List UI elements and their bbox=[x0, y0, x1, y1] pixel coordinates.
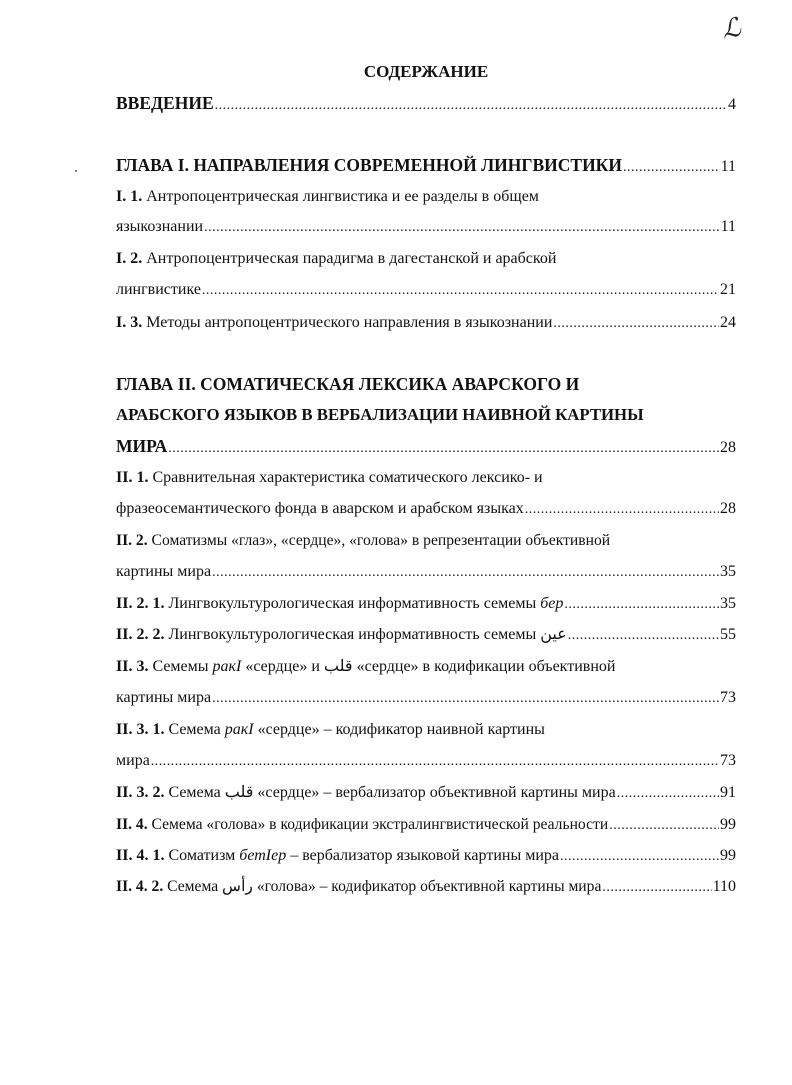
toc-page-number: 35 bbox=[720, 563, 736, 580]
toc-entry-1-1-line2[interactable] bbox=[116, 217, 736, 239]
toc-entry-chapter-1[interactable] bbox=[116, 155, 736, 177]
toc-page-number: 91 bbox=[720, 784, 736, 801]
toc-entry-label: картины мира bbox=[116, 689, 212, 706]
toc-title: СОДЕРЖАНИЕ bbox=[363, 62, 489, 81]
toc-entry-label: ГЛАВА II. СОМАТИЧЕСКАЯ ЛЕКСИКА АВАРСКОГО И bbox=[116, 374, 580, 394]
toc-page-number: 35 bbox=[720, 595, 736, 612]
toc-page-number: 73 bbox=[720, 752, 736, 769]
toc-entry-chapter-2-line3[interactable] bbox=[116, 436, 736, 458]
toc-page-number: 110 bbox=[712, 878, 736, 895]
toc-entry-2-3-line1[interactable] bbox=[116, 657, 736, 679]
toc-page-number: 28 bbox=[720, 500, 736, 517]
toc-entry-label: языкознании bbox=[116, 218, 204, 235]
toc-page-number: 99 bbox=[720, 816, 736, 833]
leader-dots bbox=[564, 595, 719, 615]
toc-entry-chapter-2-line2[interactable] bbox=[116, 405, 736, 427]
toc-entry-2-4-2[interactable] bbox=[116, 877, 736, 899]
toc-entry-label: II. 2. Соматизмы «глаз», «сердце», «голова» в репрезентации объективной bbox=[116, 532, 611, 549]
toc-entry-label: I. 1. Антропоцентрическая лингвистика и ее разделы в общем bbox=[116, 188, 539, 205]
leader-dots bbox=[525, 500, 719, 520]
toc-entry-label: лингвистике bbox=[116, 281, 201, 298]
leader-dots bbox=[212, 563, 719, 583]
toc-entry-1-2-line2[interactable] bbox=[116, 280, 736, 302]
toc-entry-1-1-line1[interactable] bbox=[116, 187, 736, 209]
toc-entry-2-3-2[interactable] bbox=[116, 783, 736, 805]
toc-entry-2-2-2[interactable] bbox=[116, 625, 736, 647]
toc-entry-2-4-1[interactable] bbox=[116, 846, 736, 868]
leader-dots bbox=[202, 281, 719, 301]
toc-entry-intro[interactable] bbox=[116, 93, 736, 115]
toc-entry-2-4[interactable] bbox=[116, 815, 736, 837]
toc-entry-label: II. 3. Семемы ракI «сердце» и قلب «сердце» в кодификации объективной bbox=[116, 658, 616, 675]
toc-entry-label: картины мира bbox=[116, 563, 212, 580]
leader-dots bbox=[623, 158, 720, 178]
toc-page-number: 4 bbox=[728, 96, 736, 113]
toc-entry-label: МИРА bbox=[116, 436, 168, 456]
toc-entry-label: фразеосемантического фонда в аварском и арабском языках bbox=[116, 500, 524, 517]
toc-entry-label: I. 3. Методы антропоцентрического направления в языкознании bbox=[116, 314, 553, 331]
leader-dots bbox=[204, 218, 720, 238]
toc-entry-2-2-line2[interactable] bbox=[116, 562, 736, 584]
toc-entry-2-2-1[interactable] bbox=[116, 594, 736, 616]
toc-entry-label: II. 2. 2. Лингвокультурологическая информативность семемы عين bbox=[116, 626, 567, 643]
leader-dots bbox=[609, 816, 719, 836]
leader-dots bbox=[151, 752, 719, 772]
leader-dots bbox=[602, 878, 711, 898]
toc-entry-label: мира bbox=[116, 752, 150, 769]
toc-page-number: 28 bbox=[720, 439, 736, 456]
leader-dots bbox=[617, 784, 719, 804]
toc-entry-label: II. 3. 1. Семема ракI «сердце» – кодификатор наивной картины bbox=[116, 721, 545, 738]
toc-page-number: 11 bbox=[720, 218, 736, 235]
toc-entry-label: I. 2. Антропоцентрическая парадигма в дагестанской и арабской bbox=[116, 250, 557, 267]
toc-entry-label: II. 3. 2. Семема قلب «сердце» – вербализатор объективной картины мира bbox=[116, 784, 616, 801]
toc-entry-label: ВВЕДЕНИЕ bbox=[116, 93, 214, 113]
toc-page-number: 73 bbox=[720, 689, 736, 706]
toc-entry-2-1-line1[interactable] bbox=[116, 468, 736, 490]
toc-entry-2-3-1-line2[interactable] bbox=[116, 751, 736, 773]
toc-page-number: 21 bbox=[720, 281, 736, 298]
toc-entry-2-3-1-line1[interactable] bbox=[116, 720, 736, 742]
leader-dots bbox=[568, 626, 719, 646]
toc-page-number: 99 bbox=[720, 847, 736, 864]
toc-entry-label: II. 2. 1. Лингвокультурологическая информативность семемы бер bbox=[116, 595, 564, 612]
toc-page-number: 24 bbox=[720, 314, 736, 331]
toc-entry-2-3-line2[interactable] bbox=[116, 688, 736, 710]
toc-entry-label: II. 4. 2. Семема رأس «голова» – кодификатор объективной картины мира bbox=[116, 878, 602, 895]
toc-entry-chapter-2-line1[interactable] bbox=[116, 374, 736, 396]
toc-entry-label: АРАБСКОГО ЯЗЫКОВ В ВЕРБАЛИЗАЦИИ НАИВНОЙ КАРТИНЫ bbox=[116, 405, 644, 424]
toc-entry-label: II. 1. Сравнительная характеристика соматического лексико- и bbox=[116, 469, 543, 486]
toc-entry-1-3[interactable] bbox=[116, 313, 736, 335]
toc-entry-label: ГЛАВА I. НАПРАВЛЕНИЯ СОВРЕМЕННОЙ ЛИНГВИСТИКИ bbox=[116, 155, 622, 175]
leader-dots bbox=[553, 314, 719, 334]
toc-entry-1-2-line1[interactable] bbox=[116, 249, 736, 271]
toc-entry-2-1-line2[interactable] bbox=[116, 499, 736, 521]
toc-entry-label: II. 4. 1. Соматизм бетIер – вербализатор языковой картины мира bbox=[116, 847, 559, 864]
handwritten-page-mark: ℒ bbox=[719, 12, 744, 46]
toc-entry-2-2-line1[interactable] bbox=[116, 531, 736, 553]
leader-dots bbox=[560, 847, 719, 867]
toc-entry-label: II. 4. Семема «голова» в кодификации экстралингвистической реальности bbox=[116, 816, 609, 833]
scan-speck bbox=[75, 170, 77, 172]
leader-dots bbox=[215, 96, 727, 116]
toc-page-number: 11 bbox=[720, 158, 736, 175]
toc-page-number: 55 bbox=[720, 626, 736, 643]
leader-dots bbox=[212, 689, 719, 709]
leader-dots bbox=[168, 439, 719, 459]
